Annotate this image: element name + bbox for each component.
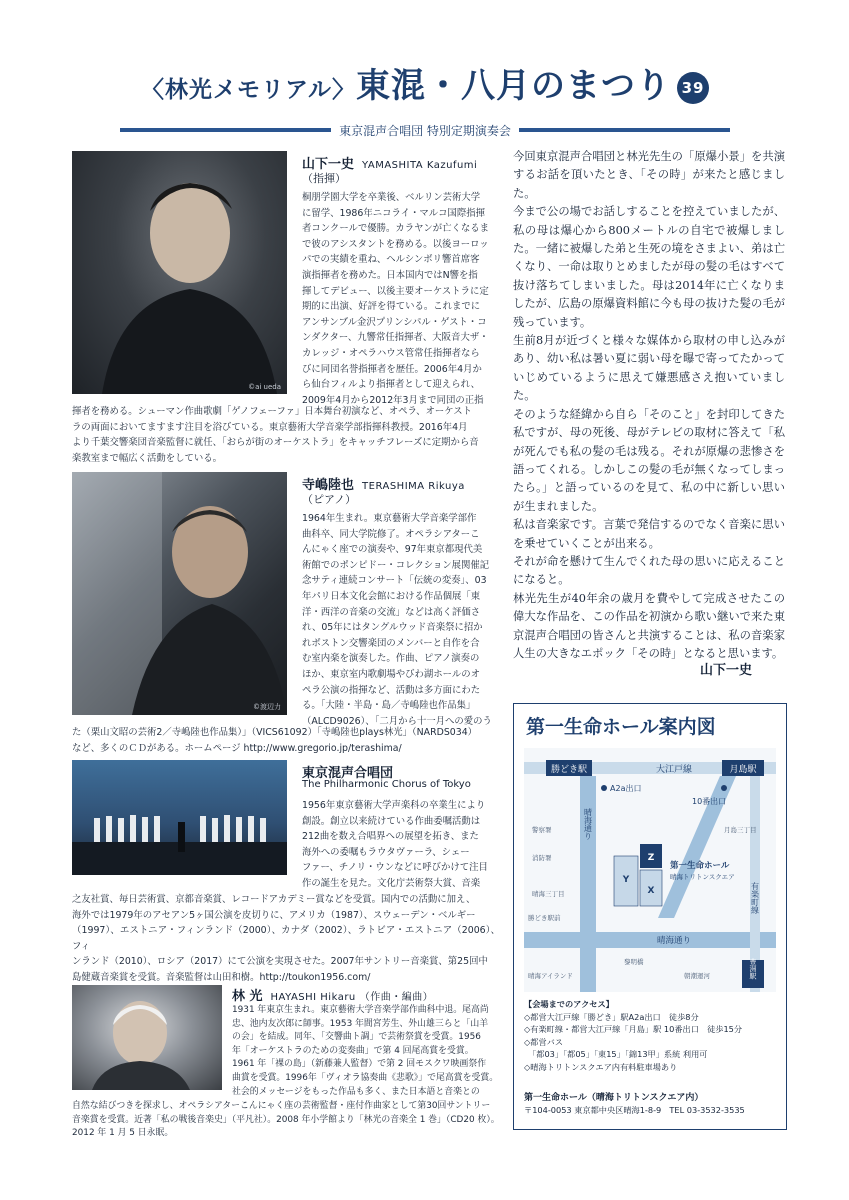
bio-line: 海外では1979年のアセアン5ヶ国公演を皮切りに、アメリカ（1987）、スウェーデン・ベルギー — [72, 909, 476, 921]
name-romaji: YAMASHITA Kazufumi — [362, 160, 478, 171]
bio-line: より千葉交響楽団音楽監督に就任、「おらが街のオーケストラ」をキャッチフレーズに定期から音 — [72, 437, 479, 449]
access-map — [524, 748, 776, 992]
police-label: 警察署 — [532, 826, 552, 834]
hall-guide-box — [513, 703, 787, 1130]
bio-line: れボストン交響楽団のメンバーと自作を合 — [302, 637, 480, 649]
chorus-photo — [72, 760, 287, 875]
composer-photo — [72, 985, 222, 1090]
bio-line: 楽教室まで幅広く活動をしている。 — [72, 452, 223, 464]
photo-credit: ©ai ueda — [248, 383, 281, 391]
profile-bio — [302, 798, 498, 892]
title-main-text: 東混・八月のまつり — [356, 66, 672, 106]
bio-line: に留学、1986年ニコライ・マルコ国際指揮 — [302, 207, 485, 219]
zone-x-label: X — [647, 886, 655, 896]
subtitle-rule-left — [120, 128, 331, 132]
tsukishima3-label: 月島三丁目 — [724, 826, 757, 834]
exit10-label: 10番出口 — [692, 797, 727, 806]
page-title — [95, 58, 755, 107]
bio-line: ラの両面においてますます注目を浴びている。東京藝術大学音楽学部指揮科教授。2016年4月 — [72, 421, 468, 433]
profile-bio-continued — [72, 725, 500, 756]
hall-info — [524, 1092, 780, 1117]
access-header: 【会場までのアクセス】 — [524, 999, 614, 1009]
message-paragraph: 今まで公の場でお話しすることを控えていましたが、私の母は爆心から800メートルの自宅で被爆しました。一緒に被爆した弟と生死の境をさまよい、弟は亡くなり、一命は取りとめましたが母の髪の毛はすべて抜け落ちてしまいました。母は2014年に亡くなりましたが、広島の原爆資料館に今も母の抜けた髪の毛が残っています。 — [513, 205, 785, 329]
bio-line: 演指揮者を務めた。日本国内ではN響を指 — [302, 269, 478, 281]
message-paragraph: それが命を懸けて生んでくれた母の思いに応えることになると。 — [513, 554, 785, 587]
bio-line: 音楽賞を受賞。近著「私の戦後音楽史」（平凡社）。2008 年小学館より「林光の音楽全 1 巻」（CD20 枚）。 — [72, 1114, 500, 1125]
bio-line: の会」を結成。同年、「交響曲ト調」で芸術祭賞を受賞。1956 — [232, 1032, 481, 1043]
bio-line: 念サティ連続コンサート「伝統の変奏」、03 — [302, 575, 487, 587]
bio-line: アンサンブル金沢プリンシパル・ゲスト・コ — [302, 316, 487, 328]
access-info — [524, 998, 776, 1074]
canal-label: 朝潮運河 — [684, 972, 710, 980]
triton-map-label: 晴海トリトンスクエア — [670, 873, 735, 881]
name-romaji: TERASHIMA Rikuya — [362, 481, 465, 492]
harumi3-label: 晴海三丁目 — [532, 890, 565, 898]
bio-line: ンダクター、九響常任指揮者、大阪音大ザ・ — [302, 332, 489, 344]
a2a-exit-icon — [601, 785, 607, 791]
bio-line: 2012 年 1 月 5 日永眠。 — [72, 1128, 174, 1139]
bridge-label: 黎明橋 — [624, 958, 644, 966]
bio-line: 2009年4月から2012年3月まで同団の正指 — [302, 394, 484, 406]
yurakucho-line-label: 有楽町線 — [750, 882, 760, 914]
profile-role: （作曲・編曲） — [359, 992, 434, 1003]
bio-line: など、多くのＣＤがある。ホームページ http://www.gregorio.jp/terashima/ — [72, 742, 402, 754]
oedo-line-label: 大江戸線 — [655, 765, 693, 775]
tsukishima-station-label: 月島駅 — [729, 765, 757, 775]
bio-line: た（栗山文昭の芸術2／寺嶋陸也作品集）」（VICS61092）「寺嶋陸也plays林光」（NARDS034） — [72, 727, 478, 738]
bio-line: 1961 年「裸の島」（新藤兼人監督）で第 2 回モスクワ映画祭作 — [232, 1059, 487, 1070]
profile-bio — [302, 511, 498, 729]
bio-line: ンランド（2010）、ロシア（2017）にて公演を実現させた。2007年サントリー音楽賞、第25回中 — [72, 956, 488, 968]
hall-map-label: 第一生命ホール — [670, 861, 730, 871]
bio-line: んにゃく座での演奏や、97年東京都現代美 — [302, 544, 483, 556]
photo-credit: ©渡辺力 — [253, 703, 281, 711]
bio-line: 者コンクールで優勝。カラヤンが亡くなるま — [302, 223, 490, 235]
zone-z-label: Z — [647, 853, 655, 863]
bio-line: カレッジ・オペラハウス管常任指揮者なら — [302, 347, 480, 359]
bio-line: 社会的メッセージをもった作品も多く、また日本語と音楽との — [232, 1086, 480, 1097]
profile-bio-continued — [72, 404, 500, 466]
bio-line: びに同団名誉指揮者を歴任。2006年4月か — [302, 363, 482, 375]
access-line: ◇晴海トリトンスクエア内有料駐車場あり — [524, 1061, 678, 1072]
kachidoki-small-label: 勝どき駅前 — [528, 914, 561, 922]
bio-line: 揮者を務める。シューマン作曲歌劇「ゲノフェーファ」日本舞台初演など、オペラ、オーケスト — [72, 406, 473, 417]
profile-role: （ピアノ） — [302, 493, 357, 506]
access-line: ◇都営バス — [524, 1036, 564, 1047]
composer-silhouette-icon — [72, 985, 222, 1090]
bio-line: 212曲を数え合唱界への展望を拓き、また — [302, 831, 479, 843]
bio-line: 自然な結びつきを探求し、オペラシアターこんにゃく座の芸術監督・座付作曲家として第30回サントリー — [72, 1101, 491, 1111]
map-svg — [524, 748, 776, 992]
hall-address: 〒104-0053 東京都中央区晴海1-8-9 TEL 03-3532-3535 — [524, 1105, 745, 1116]
bio-line: 桐朋学園大学を卒業後、ベルリン芸術大学 — [302, 192, 481, 203]
bio-line: ほか、東京室内歌劇場やびわ湖ホールのオ — [302, 668, 480, 680]
access-line: 「都03」「都05」「東15」「錦13甲」系統 利用可 — [524, 1049, 708, 1060]
profile-bio-continued — [72, 892, 500, 986]
chorus-stage-icon — [72, 760, 287, 875]
bio-line: 年パリ日本文化会館における作品個展「東 — [302, 590, 481, 602]
profile-bio — [232, 1004, 500, 1099]
bio-line: 洋・西洋の音楽の交流」などは高く評価さ — [302, 606, 481, 618]
zone-y-label: Y — [622, 875, 630, 885]
message-paragraph: 生前8月が近づくと様々な媒体から取材の申し込みがあり、幼い私は暑い夏に弱い母を曝で寄ってたかっていじめているように思えて嫌悪感さえ抱いていました。 — [513, 334, 785, 403]
bio-line: む室内楽を演奏した。作曲、ピアノ演奏の — [302, 653, 480, 665]
subtitle-bar — [120, 121, 730, 139]
bio-line: 期的に出演、好評を得ている。これまでに — [302, 301, 481, 313]
bio-line: 作の誕生を見た。文化庁芸術祭大賞、音楽 — [302, 877, 481, 889]
bio-line: れ、05年にはタングルウッド音楽祭に招か — [302, 622, 483, 634]
bio-line: パでの実績を重ね、ヘルシンボリ響首席客 — [302, 254, 480, 266]
harumi-dori-h-label: 晴海通り — [656, 936, 692, 946]
title-prefix: 〈林光メモリアル〉 — [140, 76, 357, 103]
conductor-photo — [72, 151, 287, 394]
bio-line: 1931 年東京生まれ。東京藝術大学音楽学部作曲科中退。尾高尚 — [232, 1005, 489, 1015]
bio-line: 1964年生まれ。東京藝術大学音楽学部作 — [302, 513, 477, 524]
kachidoki-station-label: 勝どき駅 — [550, 765, 588, 775]
message-paragraph: そのような経緯から自ら「そのこと」を封印してきた私ですが、母の死後、母がテレビの取材に答えて「私が死んでも私の髪の毛は残る。それが原爆の悲惨さを語ってくれる。しかしこの髪の毛が無くなってしまったら。」と語っているのを見て、私の中に新しい思いが生まれました。 — [513, 407, 785, 513]
bio-line: 創設。創立以来続けている作曲委嘱活動は — [302, 815, 481, 827]
message-paragraph: 私は音楽家です。言葉で発信するのでなく音楽に思いを乗せていくことが出来る。 — [513, 518, 785, 550]
a2a-exit-label: A2a出口 — [610, 784, 642, 793]
exit10-icon — [721, 785, 727, 791]
hall-name: 第一生命ホール（晴海トリトンスクエア内） — [524, 1093, 704, 1103]
bio-line: 年「オーケストラのための変奏曲」で第 4 回尾高賞を受賞。 — [232, 1045, 474, 1056]
bio-line: 揮してデビュー、以後主要オーケストラに定 — [302, 285, 489, 297]
harumi-dori-horizontal — [524, 932, 776, 948]
profile-role: The Philharmonic Chorus of Tokyo — [302, 779, 471, 790]
bio-line: 忠、池内友次郎に師事。1953 年間宮芳生、外山雄三らと「山羊 — [232, 1018, 489, 1029]
subtitle-text: 東京混声合唱団 特別定期演奏会 — [339, 123, 511, 138]
bio-line: ファー、チノリ・ウンなどに呼びかけて注目 — [302, 862, 488, 874]
bio-line: 之友社賞、毎日芸術賞、京都音楽賞、レコードアカデミー賞などを受賞。国内での活動に加え、 — [72, 894, 476, 905]
name-ja: 山下一史 — [302, 157, 355, 172]
conductor-message — [513, 148, 785, 663]
bio-line: ら仙台フィルより指揮者として迎えられ、 — [302, 379, 480, 391]
harumi-dori-v-label: 晴海通り — [583, 808, 593, 840]
pianist-photo — [72, 472, 287, 715]
message-signature: 山下一史 — [700, 663, 753, 678]
bio-line: 術館でのポンピドー・コレクション展関催記 — [302, 559, 490, 571]
conductor-silhouette-icon — [72, 151, 287, 394]
access-line: ◇都営大江戸線「勝どき」駅A2a出口 徒歩8分 — [524, 1011, 699, 1022]
subtitle-rule-right — [519, 128, 730, 132]
profile-role: （指揮） — [302, 172, 346, 185]
name-ja: 寺嶋陸也 — [302, 478, 355, 493]
bio-line: ペラ公演の指揮など、活動は多方面にわた — [302, 684, 481, 696]
message-paragraph: 今回東京混声合唱団と林光先生の「原爆小景」を共演するお話を頂いたとき、「その時」が来たと感じました。 — [513, 150, 785, 200]
bio-line: 曲科卒、同大学院修了。オペラシアターこ — [302, 528, 480, 540]
name-romaji: HAYASHI Hikaru — [270, 992, 356, 1003]
bio-line: （1997）、エストニア・フィンランド（2000）、カナダ（2002）、ラトビア・エストニア（2006）、フィ — [72, 925, 500, 952]
message-paragraph: 林光先生が40年余の歳月を費やして完成させたこの偉大な作品を、この作品を初演から歌い継いで来た東京混声合唱団の皆さんと共演することは、私の音楽家人生の大きなエポック「その時」となると思います。 — [513, 591, 785, 660]
fire-label: 消防署 — [532, 854, 552, 862]
profile-name — [232, 985, 433, 1004]
guide-title: 第一生命ホール案内図 — [526, 716, 716, 738]
access-line: ◇有楽町線・都営大江戸線「月島」駅 10番出口 徒歩15分 — [524, 1024, 743, 1035]
bio-line: で彼のアシスタントを務める。以後ヨーロッ — [302, 238, 489, 250]
profile-bio — [302, 190, 498, 408]
towers-label: 晴海アイランド — [528, 972, 573, 980]
toyosu-station-label: 豊洲駅 — [749, 958, 757, 980]
bio-line: 島健蔵音楽賞を受賞。音楽監督は山田和樹。http://toukon1956.com/ — [72, 971, 371, 983]
bio-line: る。「大陸・半島・島／寺嶋陸也作品集」 — [302, 700, 476, 712]
bio-line: 曲賞を受賞。1996年「ヴィオラ協奏曲《悲歌》」で尾高賞を受賞。 — [232, 1072, 499, 1083]
pianist-silhouette-icon — [72, 472, 287, 715]
bio-line: 海外への委嘱もラウタヴァーラ、シェー — [302, 846, 470, 858]
bio-line: （ALCD9026）、「二月から十一月への愛のう — [302, 715, 492, 727]
profile-bio-continued — [72, 1100, 500, 1141]
title-block — [95, 58, 755, 118]
name-ja: 林 光 — [232, 989, 263, 1004]
bio-line: 1956年東京藝術大学声楽科の卒業生により — [302, 800, 486, 811]
profile-name: 東京混声合唱団 — [302, 766, 394, 781]
issue-number-badge: 39 — [677, 72, 709, 104]
